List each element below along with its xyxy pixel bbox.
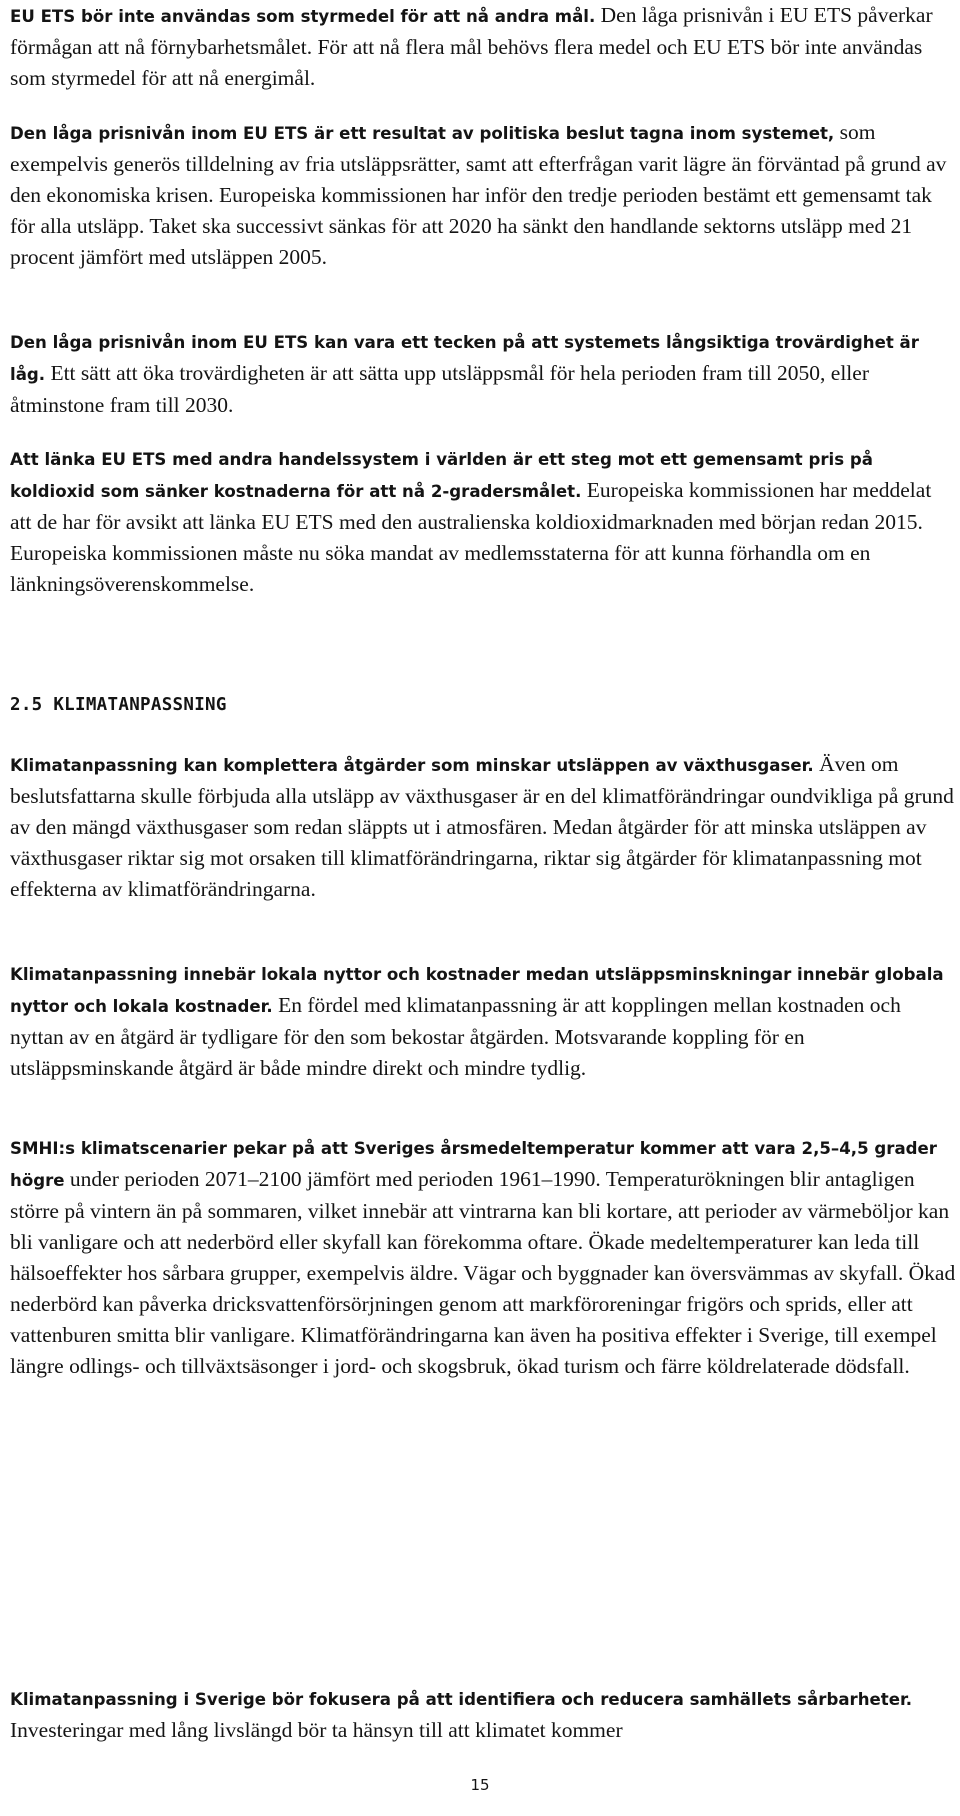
paragraph-lead: Att länka EU ETS med andra handelssystem i världen är ett steg mot ett gemensamt pris på koldioxid som sänker kostnaderna för att nå 2-gradersmålet. (10, 450, 873, 501)
section-heading: 2.5 KLIMATANPASSNING (10, 695, 227, 715)
page-number: 15 (470, 1776, 490, 1794)
paragraph-body: Även om beslutsfattarna skulle förbjuda alla utsläpp av växthusgaser är en del klimatförändringar oundvikliga på grund av den mängd växthusgaser som redan släppts ut i atmosfären. Medan åtgärder för att minska utsläppen av växthusgaser riktar sig mot orsaken till klimatförändringarna, riktar sig åtgärder för klimatanpassning mot effekterna av klimatförändringarna. (10, 752, 954, 901)
paragraph-lead: Klimatanpassning innebär lokala nyttor och kostnader medan utsläppsminskningar innebär globala nyttor och lokala kostnader. (10, 965, 944, 1016)
paragraph-body: under perioden 2071–2100 jämfört med perioden 1961–1990. Temperaturökningen blir antagligen större på vintern än på sommaren, vilket innebär att vintrarna kan bli kortare, att perioder av värmeböljor kan bli vanligare och att nederbörd eller skyfall kan förekomma oftare. Ökade medeltemperaturer kan leda till hälsoeffekter hos sårbara grupper, exempelvis äldre. Vägar och byggnader kan översvämmas av skyfall. Ökad nederbörd kan påverka dricksvattenförsörjningen genom att markföroreningar frigörs och sprids, eller att vattenburen smitta blir vanligare. Klimatförändringarna kan även ha positiva effekter i Sverige, till exempel längre odlings- och tillväxtsäsonger i jord- och skogsbruk, ökad turism och färre köldrelaterade dödsfall. (10, 1167, 956, 1378)
paragraph-body: Ett sätt att öka trovärdigheten är att sätta upp utsläppsmål för hela perioden fram till 2050, eller åtminstone fram till 2030. (10, 361, 869, 417)
paragraph-body: Europeiska kommissionen har meddelat att de har för avsikt att länka EU ETS med den australienska koldioxidmarknaden med början redan 2015. Europeiska kommissionen måste nu söka mandat av medlemsstaterna för att kunna förhandla om en länkningsöverenskommelse. (10, 478, 932, 596)
paragraph-smhi-scenarios (10, 1132, 956, 1382)
paragraph-adaptation-complement (10, 749, 956, 905)
paragraph-lead: SMHI:s klimatscenarier pekar på att Sveriges årsmedeltemperatur kommer att vara 2,5–4,5 grader högre (10, 1139, 937, 1190)
paragraph-body: Investeringar med lång livslängd bör ta hänsyn till att klimatet kommer (10, 1718, 623, 1742)
paragraph-low-price-policy (10, 117, 956, 273)
paragraph-lead: Den låga prisnivån inom EU ETS kan vara ett tecken på att systemets långsiktiga trovärdighet är låg. (10, 333, 919, 384)
paragraph-linking (10, 443, 956, 600)
paragraph-lead: Klimatanpassning kan komplettera åtgärder som minskar utsläppen av växthusgaser. (10, 756, 814, 775)
paragraph-body: En fördel med klimatanpassning är att kopplingen mellan kostnaden och nyttan av en åtgärd är tydligare för den som bekostar åtgärden. Motsvarande koppling för en utsläppsminskande åtgärd är både mindre direkt och mindre tydlig. (10, 993, 901, 1080)
paragraph-body: Den låga prisnivån i EU ETS påverkar förmågan att nå förnybarhetsmålet. För att nå flera mål behövs flera medel och EU ETS bör inte användas som styrmedel för att nå energimål. (10, 3, 933, 90)
paragraph-sweden-vulnerabilities (10, 1683, 956, 1746)
paragraph-lead: Klimatanpassning i Sverige bör fokusera på att identifiera och reducera samhällets sårbarheter. (10, 1690, 913, 1709)
paragraph-body: som exempelvis generös tilldelning av fria utsläppsrätter, samt att efterfrågan varit lägre än förväntad på grund av den ekonomiska krisen. Europeiska kommissionen har inför den tredje perioden bestämt ett gemensamt tak för alla utsläpp. Taket ska successivt sänkas för att 2020 ha sänkt den handlande sektorns utsläpp med 21 procent jämfört med utsläppen 2005. (10, 120, 947, 269)
paragraph-eu-ets-goals (10, 0, 956, 94)
paragraph-local-benefits (10, 958, 956, 1084)
paragraph-credibility (10, 326, 956, 421)
paragraph-lead: EU ETS bör inte användas som styrmedel för att nå andra mål. (10, 7, 596, 26)
paragraph-lead: Den låga prisnivån inom EU ETS är ett resultat av politiska beslut tagna inom systemet, (10, 124, 835, 143)
